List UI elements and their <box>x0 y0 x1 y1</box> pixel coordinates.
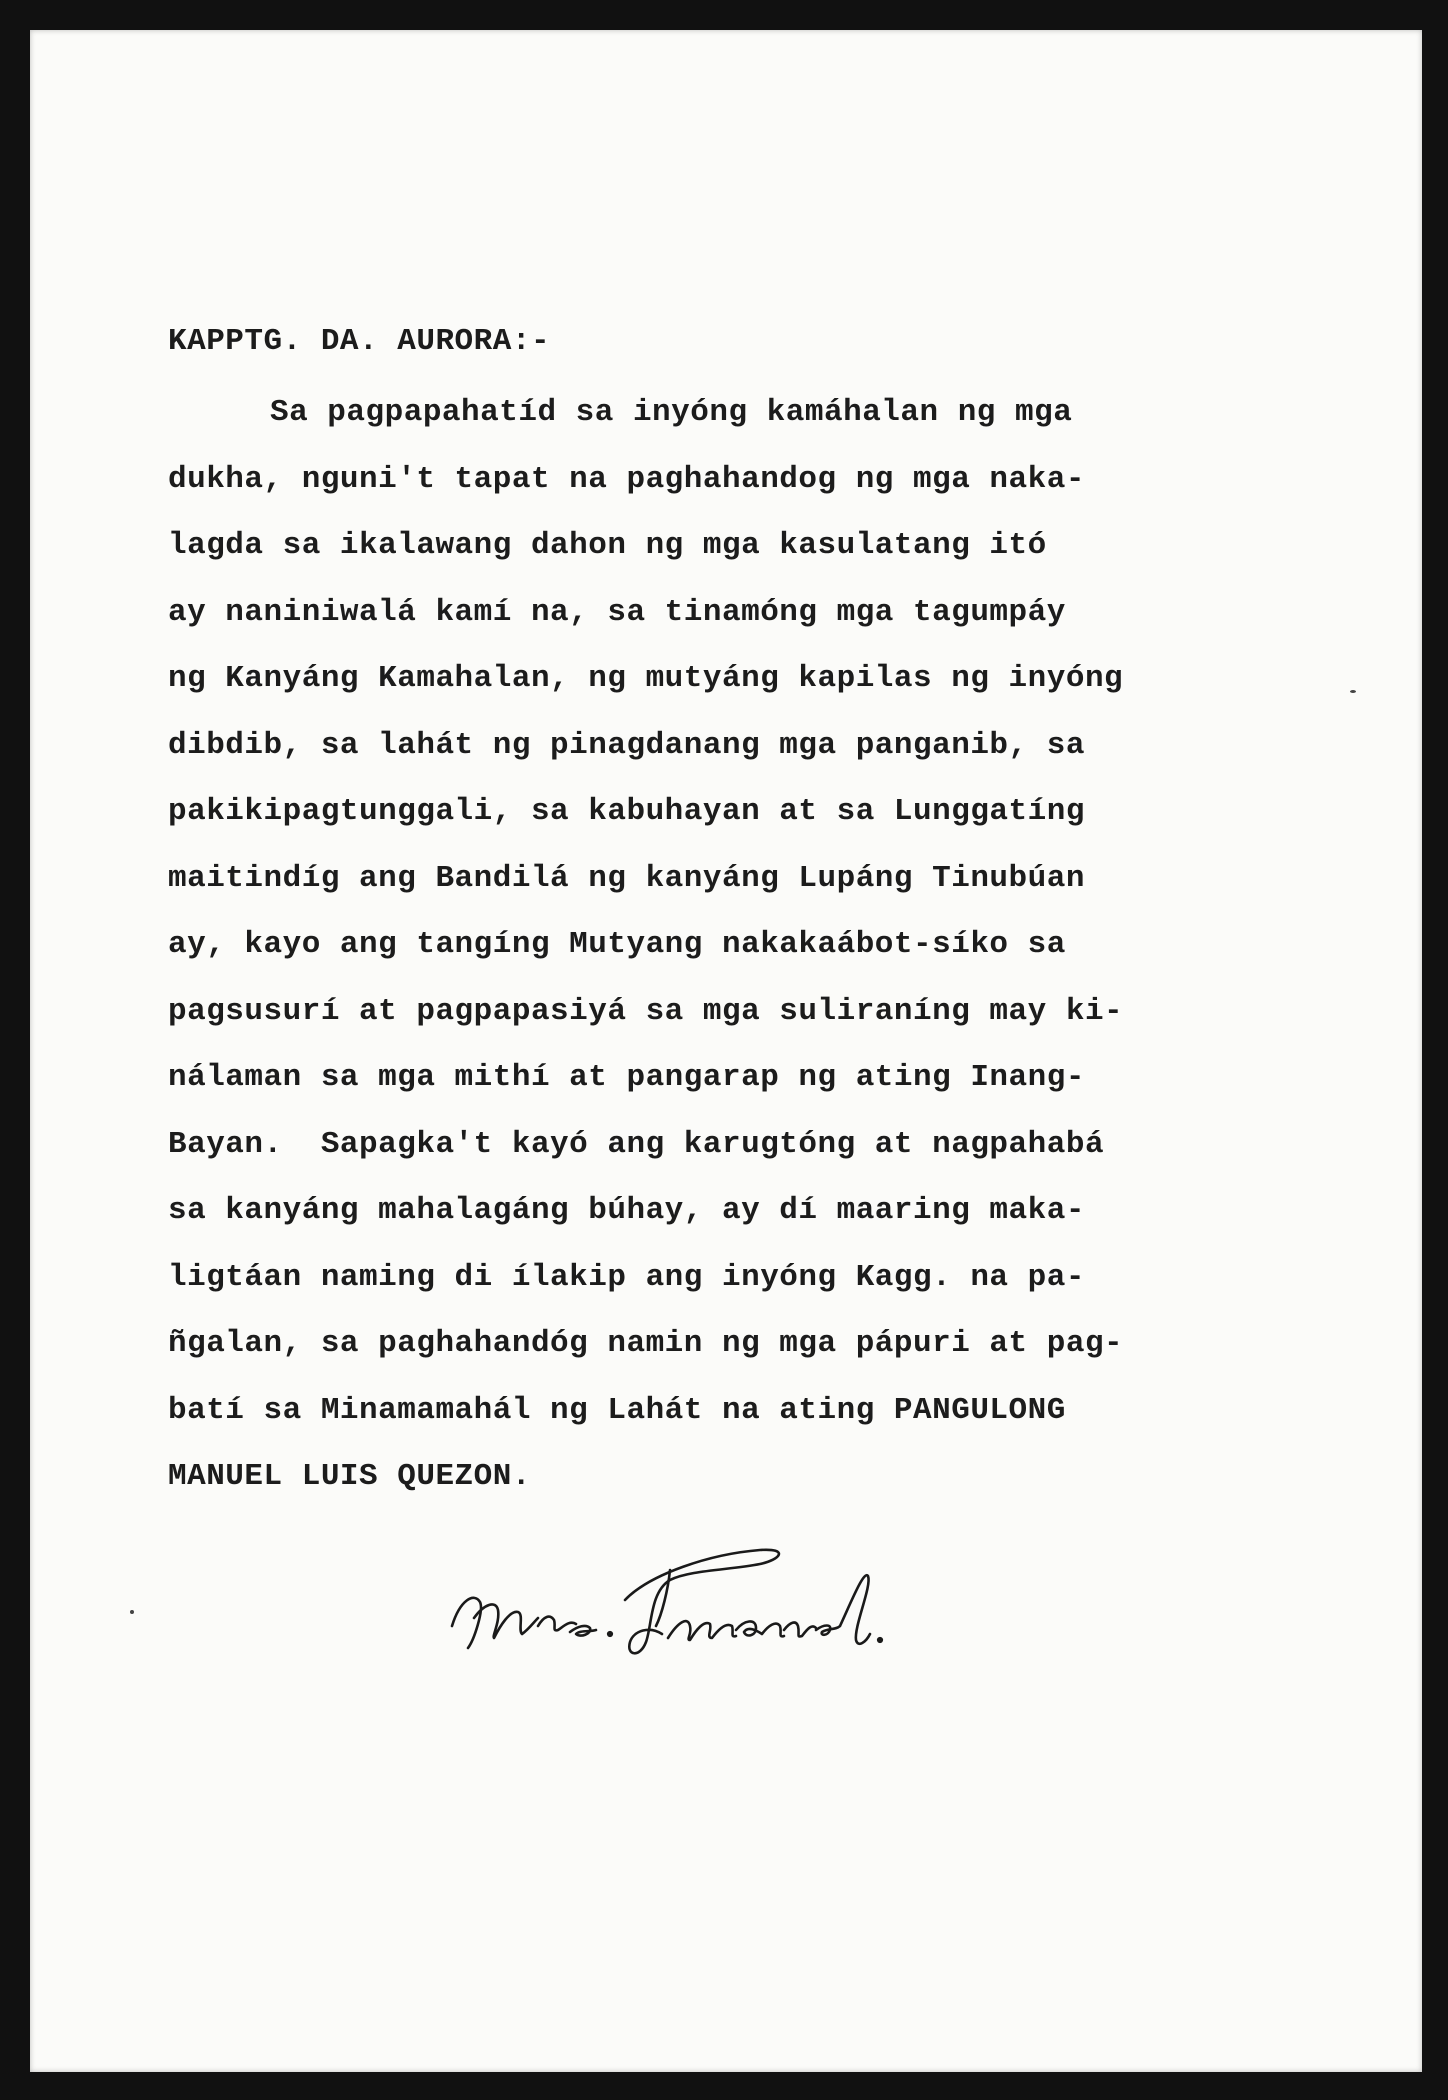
letter-line: pakikipagtunggali, sa kabuhayan at sa Lunggatíng <box>168 794 1085 829</box>
letter-line: batí sa Minamamahál ng Lahát na ating PANGULONG <box>168 1392 1066 1428</box>
letter-line: ligtáan naming di ílakip ang inyóng Kagg. na pa- <box>168 1259 1085 1295</box>
salutation: KAPPTG. DA. AURORA:- <box>168 324 551 359</box>
handwritten-signature <box>440 1530 940 1670</box>
letter-line: MANUEL LUIS QUEZON. <box>168 1459 531 1494</box>
letter-line: ay naniniwalá kamí na, sa tinamóng mga tagumpáy <box>168 594 1066 630</box>
letter-line: nálaman sa mga mithí at pangarap ng ating Inang- <box>168 1060 1085 1095</box>
letter-body <box>168 316 1208 1511</box>
letter-line: ñgalan, sa paghahandóg namin ng mga pápuri at pag- <box>168 1326 1124 1361</box>
letter-line: pagsusurí at pagpapasiyá sa mga suliraníng may ki- <box>168 993 1124 1029</box>
letter-line: Bayan. Sapagka't kayó ang karugtóng at nagpahabá <box>168 1126 1105 1162</box>
paper-speck <box>130 1610 134 1614</box>
letter-line: ay, kayo ang tangíng Mutyang nakakaábot-síko sa <box>168 927 1066 962</box>
letter-line: dukha, nguni't tapat na paghahandog ng mga naka- <box>168 461 1085 497</box>
signature-drawing <box>440 1530 940 1670</box>
letter-line: dibdib, sa lahát ng pinagdanang mga panganib, sa <box>168 727 1085 763</box>
letter-line: sa kanyáng mahalagáng búhay, ay dí maaring maka- <box>168 1193 1085 1228</box>
letter-line: lagda sa ikalawang dahon ng mga kasulatang itó <box>168 528 1047 563</box>
paper-speck <box>1350 690 1356 693</box>
letter-line: Sa pagpapahatíd sa inyóng kamáhalan ng mga <box>270 395 1073 430</box>
letter-line: ng Kanyáng Kamahalan, ng mutyáng kapilas ng inyóng <box>168 661 1124 696</box>
letter-line: maitindíg ang Bandilá ng kanyáng Lupáng Tinubúan <box>168 860 1085 896</box>
